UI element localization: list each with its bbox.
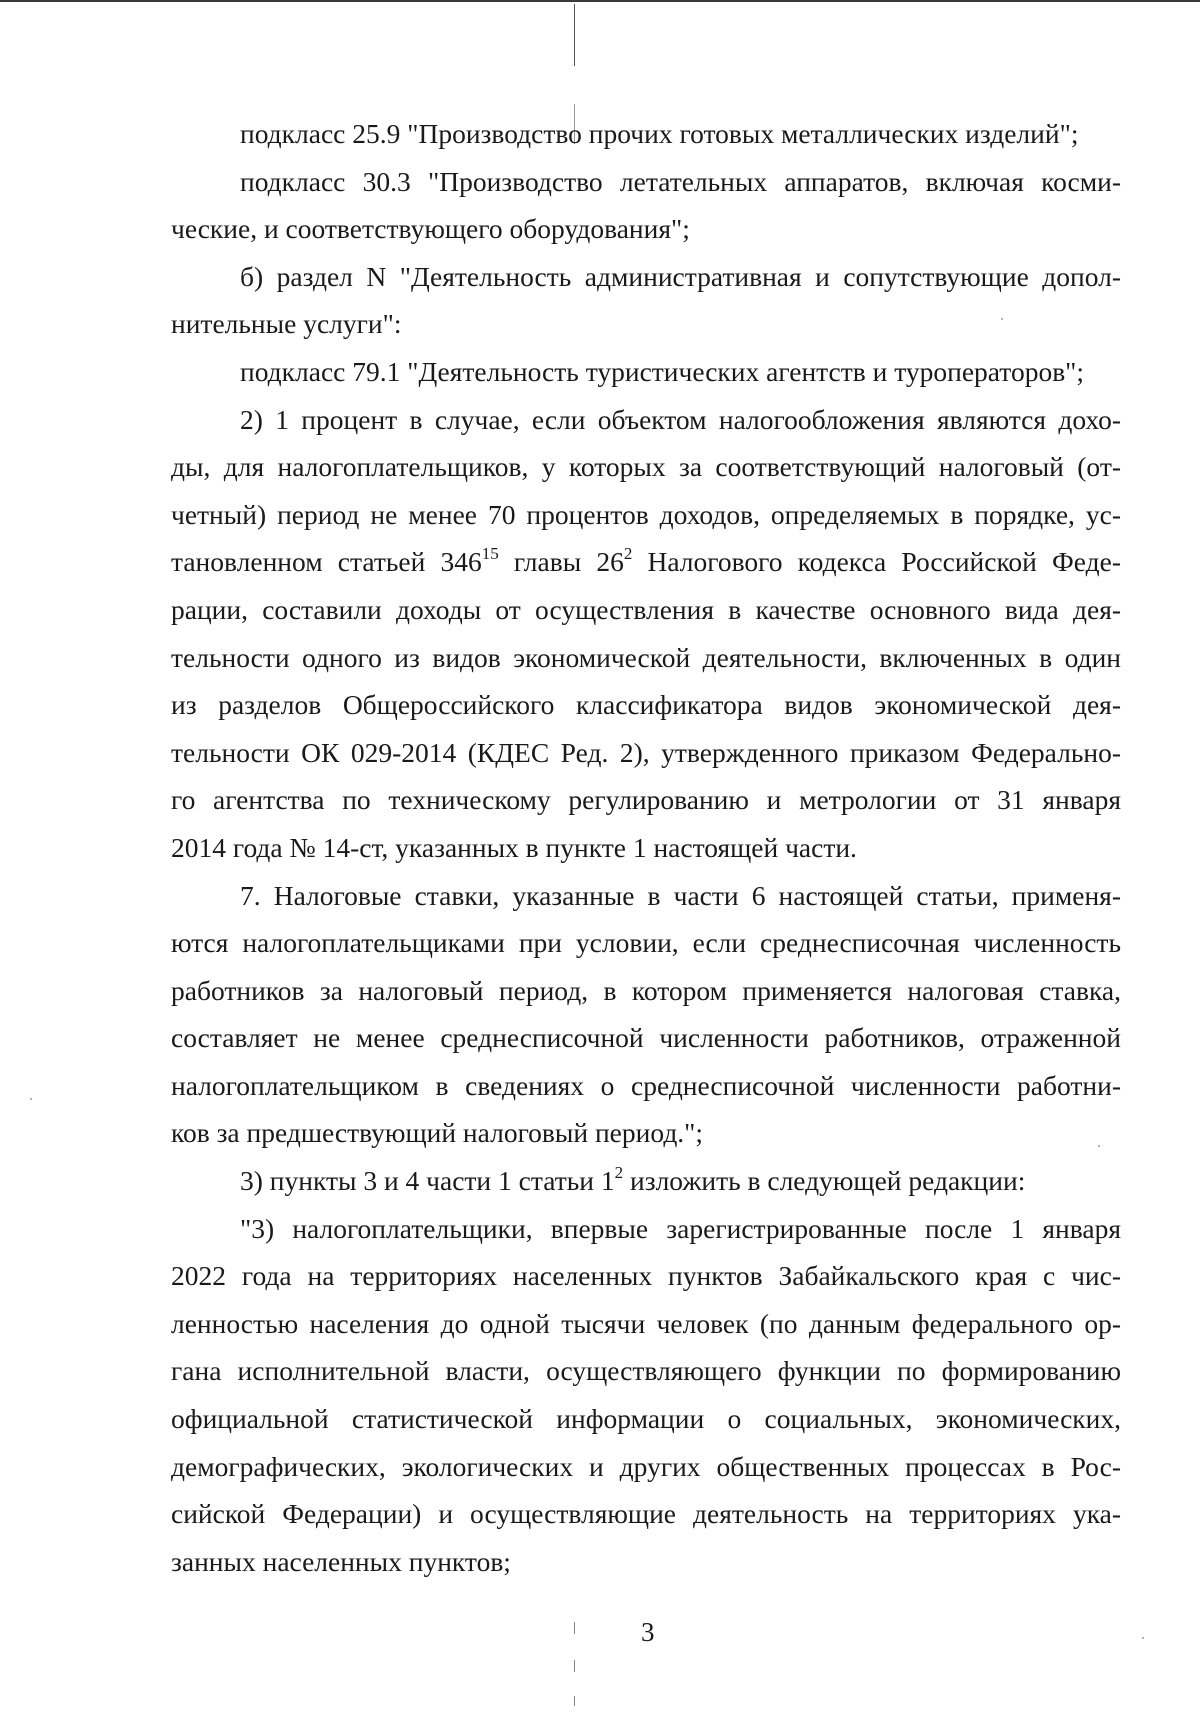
page-number: 3 [641,1617,655,1647]
text-line: налогоплательщиком в сведениях о среднесписочной численности работни- [171,1069,1121,1101]
text-line: ды, для налогоплательщиков, у которых за соответствующий налоговый (от- [171,451,1121,483]
text-line: четный) период не менее 70 процентов доходов, определяемых в порядке, ус- [171,498,1121,530]
text-line: 2) 1 процент в случае, если объектом налогообложения являются дохо- [240,403,1121,435]
text-line: сийской Федерации) и осуществляющие деятельность на территориях ука- [171,1498,1121,1530]
document-body [171,110,1121,1585]
text-line: подкласс 30.3 "Производство летательных аппаратов, включая косми- [240,165,1121,197]
text-line: официальной статистической информации о социальных, экономических, [171,1403,1121,1435]
text-line: демографических, экологических и других общественных процессах в Рос- [171,1450,1121,1482]
text-line: нительные услуги": [171,308,402,340]
text-line: го агентства по техническому регулированию и метрологии от 31 января [171,784,1121,816]
scan-fold-mark [574,1696,575,1706]
text-line: ются налогоплательщиками при условии, если среднесписочная численность [171,927,1121,959]
scan-speck [30,1098,32,1100]
scan-fold-mark [574,1660,575,1672]
text-line [171,1157,1121,1205]
superscript: 2 [623,544,633,564]
text-line-part: тановленном статьей 346 [171,546,482,578]
text-line: работников за налоговый период, в котором применяется налоговая ставка, [171,974,1121,1006]
text-line: составляет не менее среднесписочной численности работников, отраженной [171,1022,1121,1054]
text-line: тельности ОК 029-2014 (КДЕС Ред. 2), утвержденного приказом Федерально- [171,736,1121,768]
text-line: 2014 года № 14-ст, указанных в пункте 1 настоящей части. [171,831,857,863]
text-line: 2022 года на территориях населенных пунктов Забайкальского края с чис- [171,1260,1121,1292]
text-line-part: Налогового кодекса Российской Феде- [632,546,1121,578]
text-line: занных населенных пунктов; [171,1545,511,1577]
text-line [171,538,1121,586]
scan-top-edge [0,0,1200,2]
text-line-part: 3) пункты 3 и 4 части 1 статьи 1 [240,1165,615,1197]
text-line: подкласс 79.1 "Деятельность туристических агентств и туроператоров"; [240,355,1085,387]
text-line: из разделов Общероссийского классификатора видов экономической дея- [171,689,1121,721]
text-line: ков за предшествующий налоговый период."; [171,1117,704,1149]
text-line: ленностью населения до одной тысячи человек (по данным федерального ор- [171,1307,1121,1339]
text-line: рации, составили доходы от осуществления в качестве основного вида дея- [171,593,1121,625]
text-line: гана исполнительной власти, осуществляющего функции по формированию [171,1355,1121,1387]
text-line: "3) налогоплательщики, впервые зарегистрированные после 1 января [240,1212,1121,1244]
text-line: ческие, и соответствующего оборудования"; [171,213,690,245]
scan-fold-mark [574,4,575,66]
text-line: тельности одного из видов экономической деятельности, включенных в один [171,641,1121,673]
text-line-part: главы 26 [498,546,624,578]
superscript: 15 [481,544,499,564]
scan-speck [1142,1637,1144,1639]
text-line: б) раздел N "Деятельность административная и сопутствующие допол- [240,260,1121,292]
text-line-part: изложить в следующей редакции: [623,1165,1026,1197]
scan-fold-mark [574,1622,575,1634]
text-line: 7. Налоговые ставки, указанные в части 6 настоящей статьи, применя- [240,879,1121,911]
text-line: подкласс 25.9 "Производство прочих готовых металлических изделий"; [240,118,1079,149]
superscript: 2 [614,1162,624,1182]
